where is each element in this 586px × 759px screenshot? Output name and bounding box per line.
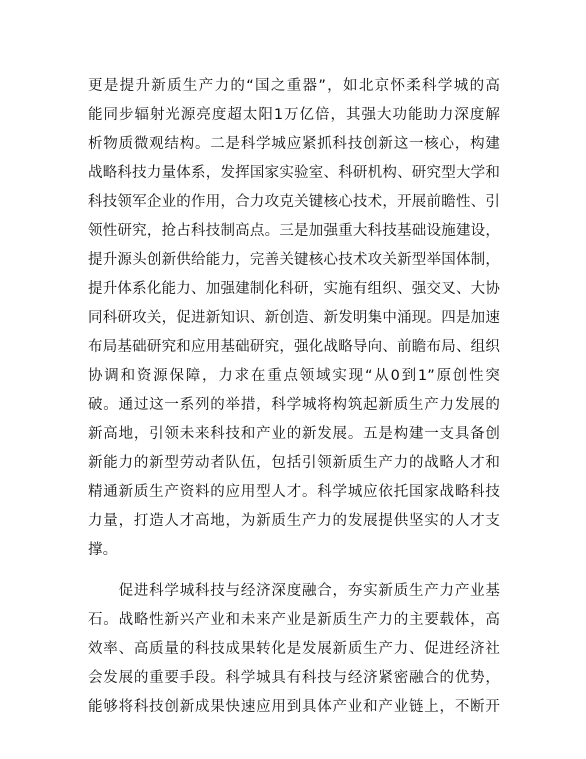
text-line: 精通新质生产资料的应用型人才。科学城应依托国家战略科技 — [88, 484, 500, 500]
paragraph-1 — [88, 72, 500, 565]
text-line: 促进科学城科技与经济深度融合，夯实新质生产力产业基 — [88, 583, 500, 599]
text-line: 析物质微观结构。二是科学城应紧抓科技创新这一核心，构建 — [88, 136, 500, 152]
text-line: 撑。 — [88, 542, 118, 558]
text-line: 能够将科技创新成果快速应用到具体产业和产业链上，不断开 — [88, 699, 500, 715]
text-line: 同科研攻关，促进新知识、新创造、新发明集中涌现。四是加速 — [88, 310, 500, 326]
text-line: 更是提升新质生产力的“国之重器”，如北京怀柔科学城的高 — [88, 78, 500, 94]
text-line: 石。战略性新兴产业和未来产业是新质生产力的主要载体，高 — [88, 612, 500, 628]
body-text — [88, 72, 500, 722]
text-line: 效率、高质量的科技成果转化是发展新质生产力、促进经济社 — [88, 641, 500, 657]
text-line: 新能力的新型劳动者队伍，包括引领新质生产力的战略人才和 — [88, 455, 500, 471]
text-line: 会发展的重要手段。科学城具有科技与经济紧密融合的优势， — [88, 670, 500, 686]
text-line: 提升体系化能力、加强建制化科研，实施有组织、强交叉、大协 — [88, 281, 500, 297]
paragraph-spacer — [88, 565, 500, 577]
text-line: 能同步辐射光源亮度超太阳1万亿倍，其强大功能助力深度解 — [88, 107, 500, 123]
paragraph-2 — [88, 577, 500, 722]
text-line: 布局基础研究和应用基础研究，强化战略导向、前瞻布局、组织 — [88, 339, 500, 355]
text-line: 新高地，引领未来科技和产业的新发展。五是构建一支具备创 — [88, 426, 500, 442]
text-line: 力量，打造人才高地，为新质生产力的发展提供坚实的人才支 — [88, 513, 500, 529]
text-line: 提升源头创新供给能力，完善关键核心技术攻关新型举国体制， — [88, 252, 500, 268]
text-line: 战略科技力量体系，发挥国家实验室、科研机构、研究型大学和 — [88, 165, 500, 181]
text-line: 领性研究，抢占科技制高点。三是加强重大科技基础设施建设， — [88, 223, 500, 239]
text-line: 协调和资源保障，力求在重点领域实现“从0到1”原创性突 — [88, 368, 500, 384]
text-line: 科技领军企业的作用，合力攻克关键核心技术，开展前瞻性、引 — [88, 194, 500, 210]
text-line: 破。通过这一系列的举措，科学城将构筑起新质生产力发展的 — [88, 397, 500, 413]
